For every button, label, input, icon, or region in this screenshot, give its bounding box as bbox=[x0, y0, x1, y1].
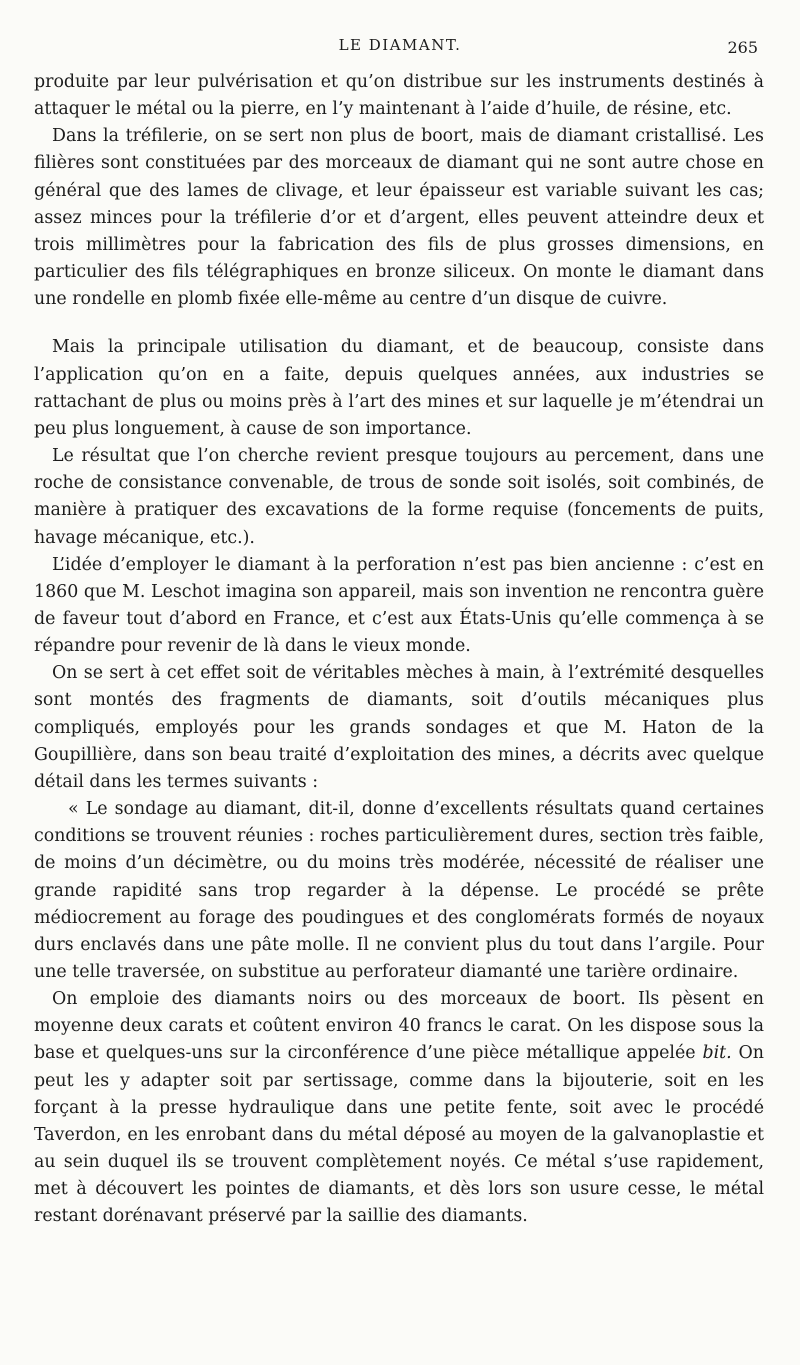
paragraph-idee-perforation: L’idée d’employer le diamant à la perforation n’est pas bien ancienne : c’est en 1860 que M. Leschot imagina son appareil, mais son invention ne rencontra guère de faveur tout d’abord en France, et c’est aux États-Unis qu’elle commença à se répandre pour revenir de là dans le vieux monde. bbox=[34, 554, 764, 657]
paragraph-diamants-noirs bbox=[34, 986, 764, 1230]
italic-term: bit. bbox=[702, 1043, 732, 1064]
paragraph-resultat: Le résultat que l’on cherche revient presque toujours au percement, dans une roche de consistance convenable, de trous de sonde soit isolés, soit combinés, de manière à pratiquer des excavations de la forme requise (foncements de puits, havage mécanique, etc.). bbox=[34, 446, 764, 548]
paragraph-trefilerie: Dans la tréfilerie, on se sert non plus de boort, mais de diamant cristallisé. Les filières sont constituées par des morceaux de diamant qui ne sont autre chose en général que des lames de clivage, et leur épaisseur est variable suivant les cas; assez minces pour la tréfilerie d’or et d’argent, elles peuvent atteindre deux et trois millimètres pour la fabrication des fils de plus grosses dimensions, en particulier des fils télégraphiques en bronze siliceux. On monte le diamant dans une rondelle en plomb fixée elle-même au centre d’un disque de cuivre. bbox=[34, 126, 764, 310]
page-header bbox=[0, 34, 800, 58]
paragraph-continuation: produite par leur pulvérisation et qu’on distribue sur les instruments destinés à attaquer le métal ou la pierre, en l’y maintenant à l’aide d’huile, de résine, etc. bbox=[34, 72, 764, 120]
page-number: 265 bbox=[727, 38, 758, 57]
paragraph-meches: On se sert à cet effet soit de véritables mèches à main, à l’extrémité desquelles sont montés des fragments de diamants, soit d’outils mécaniques plus compliqués, employés pour les grands sondages et que M. Haton de la Goupillière, dans son beau traité d’exploitation des mines, a décrits avec quelque détail dans les termes suivants : bbox=[34, 663, 764, 792]
body-text bbox=[34, 69, 764, 1231]
paragraph-quotation: « Le sondage au diamant, dit-il, donne d’excellents résultats quand certaines conditions se trouvent réunies : roches particulièrement dures, section très faible, de moins d’un décimètre, ou du moins très modérée, nécessité de réaliser une grande rapidité sans trop regarder à la dépense. Le procédé se prête médiocrement au forage des poudingues et des conglomérats formés de noyaux durs enclavés dans une pâte molle. Il ne convient plus du tout dans l’argile. Pour une telle traversée, on substitue au perforateur diamanté une tarière ordinaire. bbox=[34, 799, 764, 982]
text-segment: On peut les y adapter soit par sertissage, comme dans la bijouterie, soit en les forçant à la presse hydraulique dans une petite fente, soit avec le procédé Taverdon, en les enrobant dans du métal déposé au moyen de la galvanoplastie et au sein duquel ils se trouvent complètement noyés. Ce métal s’use rapidement, met à découvert les pointes de diamants, et dès lors son usure cesse, le métal restant dorénavant préservé par la saillie des diamants. bbox=[34, 1043, 764, 1227]
text-segment: On emploie des diamants noirs ou des morceaux de boort. Ils pèsent en moyenne deux carats et coûtent environ 40 francs le carat. On les dispose sous la base et quelques-uns sur la circonférence d’une pièce métallique appelée bbox=[34, 989, 764, 1064]
paragraph-principale-utilisation: Mais la principale utilisation du diamant, et de beaucoup, consiste dans l’application qu’on en a faite, depuis quelques années, aux industries se rattachant de plus ou moins près à l’art des mines et sur laquelle je m’étendrai un peu plus longuement, à cause de son importance. bbox=[34, 337, 764, 439]
running-title: LE DIAMANT. bbox=[338, 36, 462, 54]
